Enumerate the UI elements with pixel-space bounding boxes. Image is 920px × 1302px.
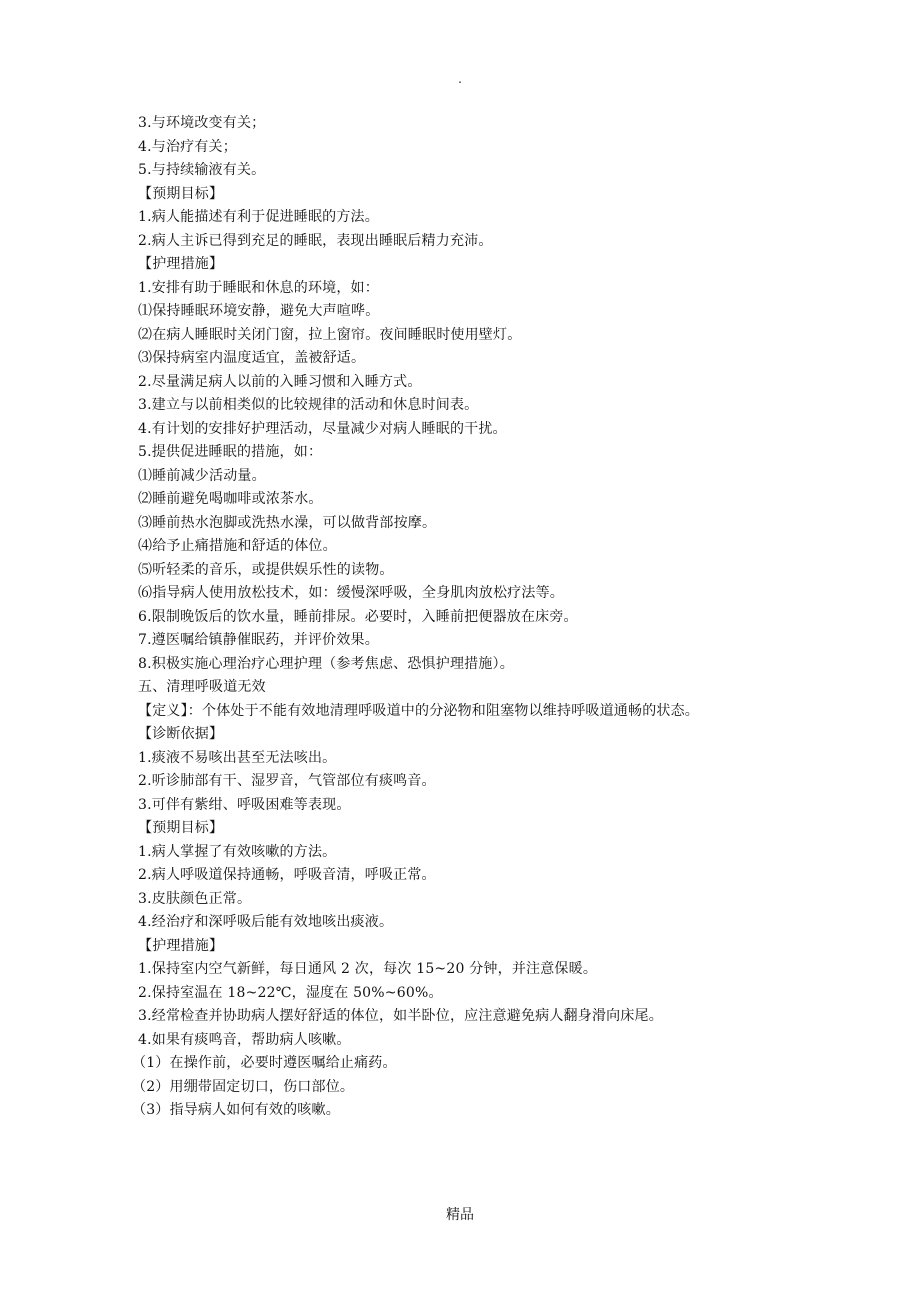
text-line: 5.与持续输液有关。 (138, 162, 266, 178)
section-heading: 【预期目标】 (138, 185, 224, 202)
text-line: 4.经治疗和深呼吸后能有效地咳出痰液。 (138, 914, 394, 930)
text-line: ⑴睡前减少活动量。 (138, 467, 266, 484)
header-mark: . (458, 72, 462, 86)
text-line: 4.有计划的安排好护理活动，尽量减少对病人睡眠的干扰。 (138, 420, 507, 437)
section-heading: 【预期目标】 (138, 820, 224, 836)
text-line: ⑵在病人睡眠时关闭门窗，拉上窗帘。夜间睡眠时使用壁灯。 (138, 326, 522, 343)
chapter-heading: 五、清理呼吸道无效 (138, 679, 266, 695)
text-line: 3.经常检查并协助病人摆好舒适的体位，如半卧位，应注意避免病人翻身滑向床尾。 (138, 1008, 663, 1024)
text-line: 4.如果有痰鸣音，帮助病人咳嗽。 (138, 1031, 351, 1048)
text-line: 2.保持室温在 18~22℃，湿度在 50%~60%。 (138, 984, 443, 1001)
section-heading: 【诊断依据】 (138, 726, 224, 742)
text-line: ⑸听轻柔的音乐，或提供娱乐性的读物。 (138, 561, 394, 578)
text-line: 2.听诊肺部有干、湿罗音，气管部位有痰鸣音。 (138, 773, 436, 789)
section-heading: 【护理措施】 (138, 256, 224, 272)
section-heading: 【护理措施】 (138, 937, 224, 954)
text-line: ⑵睡前避免喝咖啡或浓茶水。 (138, 491, 323, 507)
text-line: 6.限制晚饭后的饮水量，睡前排尿。必要时，入睡前把便器放在床旁。 (138, 608, 578, 625)
text-line: 2.病人呼吸道保持通畅，呼吸音清，呼吸正常。 (138, 867, 436, 883)
text-line: 1.安排有助于睡眠和休息的环境，如： (138, 279, 379, 296)
text-line: 2.病人主诉已得到充足的睡眠，表现出睡眠后精力充沛。 (138, 232, 493, 249)
text-line: ⑶睡前热水泡脚或洗热水澡，可以做背部按摩。 (138, 514, 437, 531)
text-line: 3.与环境改变有关； (138, 115, 266, 131)
text-line: 1.病人掌握了有效咳嗽的方法。 (138, 843, 337, 860)
text-line: ⑹指导病人使用放松技术，如：缓慢深呼吸，全身肌肉放松疗法等。 (138, 585, 564, 601)
text-line: 3.皮肤颜色正常。 (138, 890, 252, 907)
text-line: （2）用绷带固定切口，伤口部位。 (132, 1078, 355, 1095)
text-line: 7.遵医嘱给镇静催眠药，并评价效果。 (138, 632, 379, 648)
text-line: ⑶保持病室内温度适宜，盖被舒适。 (138, 350, 366, 366)
text-line: 5.提供促进睡眠的措施，如： (138, 444, 323, 460)
definition-line: 【定义】：个体处于不能有效地清理呼吸道中的分泌物和阻塞物以维持呼吸道通畅的状态。 (138, 702, 699, 719)
text-line: ⑴保持睡眠环境安静，避免大声喧哗。 (138, 303, 380, 319)
document-body (132, 112, 908, 1123)
text-line: 4.与治疗有关； (138, 138, 237, 155)
text-line: 1.保持室内空气新鲜，每日通风 2 次，每次 15~20 分钟，并注意保暖。 (138, 961, 598, 977)
footer-text: 精品 (446, 1207, 474, 1223)
text-line: 8.积极实施心理治疗心理护理（参考焦虑、恐惧护理措施）。 (138, 655, 514, 672)
text-line: 1.病人能描述有利于促进睡眠的方法。 (138, 209, 379, 225)
text-line: 2.尽量满足病人以前的入睡习惯和入睡方式。 (138, 373, 422, 390)
text-line: （3）指导病人如何有效的咳嗽。 (132, 1102, 340, 1118)
text-line: 1.痰液不易咳出甚至无法咳出。 (138, 749, 337, 766)
text-line: （1）在操作前，必要时遵医嘱给止痛药。 (132, 1055, 397, 1071)
text-line: 3.建立与以前相类似的比较规律的活动和休息时间表。 (138, 397, 479, 413)
text-line: ⑷给予止痛措施和舒适的体位。 (138, 538, 337, 554)
text-line: 3.可伴有紫绀、呼吸困难等表现。 (138, 796, 351, 813)
